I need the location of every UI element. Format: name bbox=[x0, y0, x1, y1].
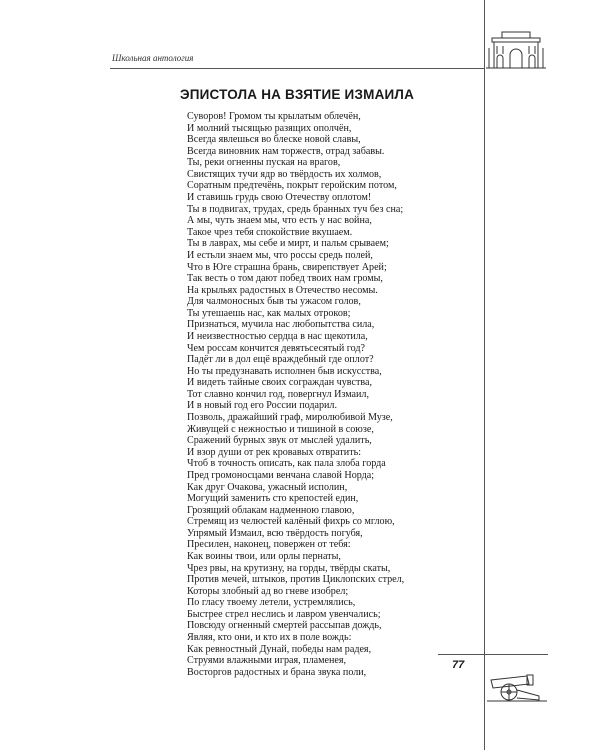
running-head: Школьная антология bbox=[112, 53, 194, 63]
poem-line: Стремящ из челюстей калёный фихрь со мглою, bbox=[187, 516, 395, 528]
poem-line: Упрямый Измаил, всю твёрдость погубя, bbox=[187, 527, 363, 539]
poem-line: А мы, чуть знаем мы, что есть у нас война, bbox=[187, 215, 372, 227]
poem-line: Всегда виновник нам торжеств, отрад забавы. bbox=[187, 145, 385, 157]
poem-line: Так весть о том дают побед твоих нам громы, bbox=[187, 273, 383, 285]
poem-line: Которы злобный ад во гневе изобрел; bbox=[187, 585, 349, 597]
poem-line: И взор души от рек кровавых отвратить: bbox=[187, 446, 362, 458]
poem-line: Быстрее стрел неслись и лавром увенчались; bbox=[187, 608, 381, 620]
poem-line: Как ревностный Дунай, победы нам радея, bbox=[187, 643, 372, 655]
poem-line: Повсюду огненный смертей рассыпав дождь, bbox=[187, 620, 382, 632]
poem-title: ЭПИСТОЛА НА ВЗЯТИЕ ИЗМАИЛА bbox=[179, 87, 415, 102]
poem-line: Являя, кто они, и кто их в поле вождь: bbox=[187, 632, 352, 644]
poem-line: Могущий заменить сто крепостей един, bbox=[187, 493, 359, 505]
poem-line: Пресилен, наконец, повержен от тебя: bbox=[187, 539, 351, 551]
poem-line: Для чалмоносных быв ты ужасом голов, bbox=[187, 296, 361, 308]
poem-line: Сражений бурных звук от мыслей удалить, bbox=[187, 435, 372, 447]
poem-line: Чрез рвы, на крутизну, на горды, твёрды скаты, bbox=[187, 562, 391, 574]
poem-line: Всегда явлешься во блеске новой славы, bbox=[187, 134, 361, 146]
poem-line: Признаться, мучила нас любопытства сила, bbox=[187, 319, 375, 331]
poem-line: Струями влажными играя, пламенея, bbox=[187, 655, 347, 667]
poem-line: И молний тысящью разящих ополчён, bbox=[187, 122, 352, 134]
poem-line: Как друг Очакова, ужасный исполин, bbox=[187, 481, 348, 493]
poem-line: Ты в лаврах, мы себе и мирт, и пальм срываем; bbox=[187, 238, 389, 250]
page-number: 77 bbox=[452, 659, 465, 671]
poem-line: Чтоб в точность описать, как пала злоба горда bbox=[187, 458, 386, 470]
poem-line: Падёт ли в дол ещё враждебный где оплот? bbox=[187, 354, 374, 366]
margin-vertical-rule bbox=[484, 0, 485, 750]
poem-line: Грозящий облакам надменною главою, bbox=[187, 504, 355, 516]
poem-line: И неизвестностью сердца в нас щекотила, bbox=[187, 330, 368, 342]
poem-line: Что в Юге страшна брань, свирепствует Арей; bbox=[187, 261, 387, 273]
poem-line: Ты, реки огненны пуская на врагов, bbox=[187, 157, 341, 169]
poem-line: Тот славно кончил год, повергнул Измаил, bbox=[187, 388, 369, 400]
poem-line: И в новый год его России подарил. bbox=[187, 400, 337, 412]
poem-line: Ты в подвигах, трудах, средь бранных туч без сна; bbox=[187, 203, 404, 215]
poem-line: Ты утешаешь нас, как малых отроков; bbox=[187, 307, 351, 319]
poem-line: По гласу твоему летели, устремлялись, bbox=[187, 597, 356, 609]
poem-text bbox=[187, 111, 404, 678]
header-rule bbox=[110, 68, 484, 69]
poem-line: Чем россам кончится девятьсесятый год? bbox=[187, 342, 366, 354]
poem-line: На крыльях радостных в Отечество несомы. bbox=[187, 284, 378, 296]
poem-line: Соратным предтечёнь, покрыт геройским потом, bbox=[187, 180, 397, 192]
poem-line: Как воины твои, или орлы пернаты, bbox=[187, 550, 341, 562]
poem-line: И видеть тайные своих сограждан чувства, bbox=[187, 377, 372, 389]
poem-line: Суворов! Громом ты крылатым облечён, bbox=[187, 111, 361, 122]
poem-line: Против мечей, штыков, против Циклопских стрел, bbox=[187, 574, 405, 586]
footer-rule bbox=[438, 654, 548, 655]
poem-line: Живущей с нежностью и тишиной в союзе, bbox=[187, 423, 374, 435]
poem-line: И естьли знаем мы, что россы средь полей, bbox=[187, 249, 373, 261]
poem-line: Свистящих тучи ядр во твёрдость их холмов, bbox=[187, 168, 382, 180]
cannon-icon bbox=[487, 668, 547, 702]
poem-line: Но ты предузнавать исполнен быв искусства, bbox=[187, 365, 382, 377]
poem-line: Восторгов радостных и брана звука поли, bbox=[187, 666, 367, 678]
poem-line: Такое чрез тебя спокойствие вкушаем. bbox=[187, 226, 353, 238]
poem-line: И ставишь грудь свою Отечеству оплотом! bbox=[187, 192, 372, 204]
poem-line: Пред громоносцами венчана славой Норда; bbox=[187, 469, 375, 481]
poem-line: Позволь, дражайший граф, миролюбивой Музе, bbox=[187, 412, 393, 424]
triumphal-arch-icon bbox=[486, 28, 546, 72]
